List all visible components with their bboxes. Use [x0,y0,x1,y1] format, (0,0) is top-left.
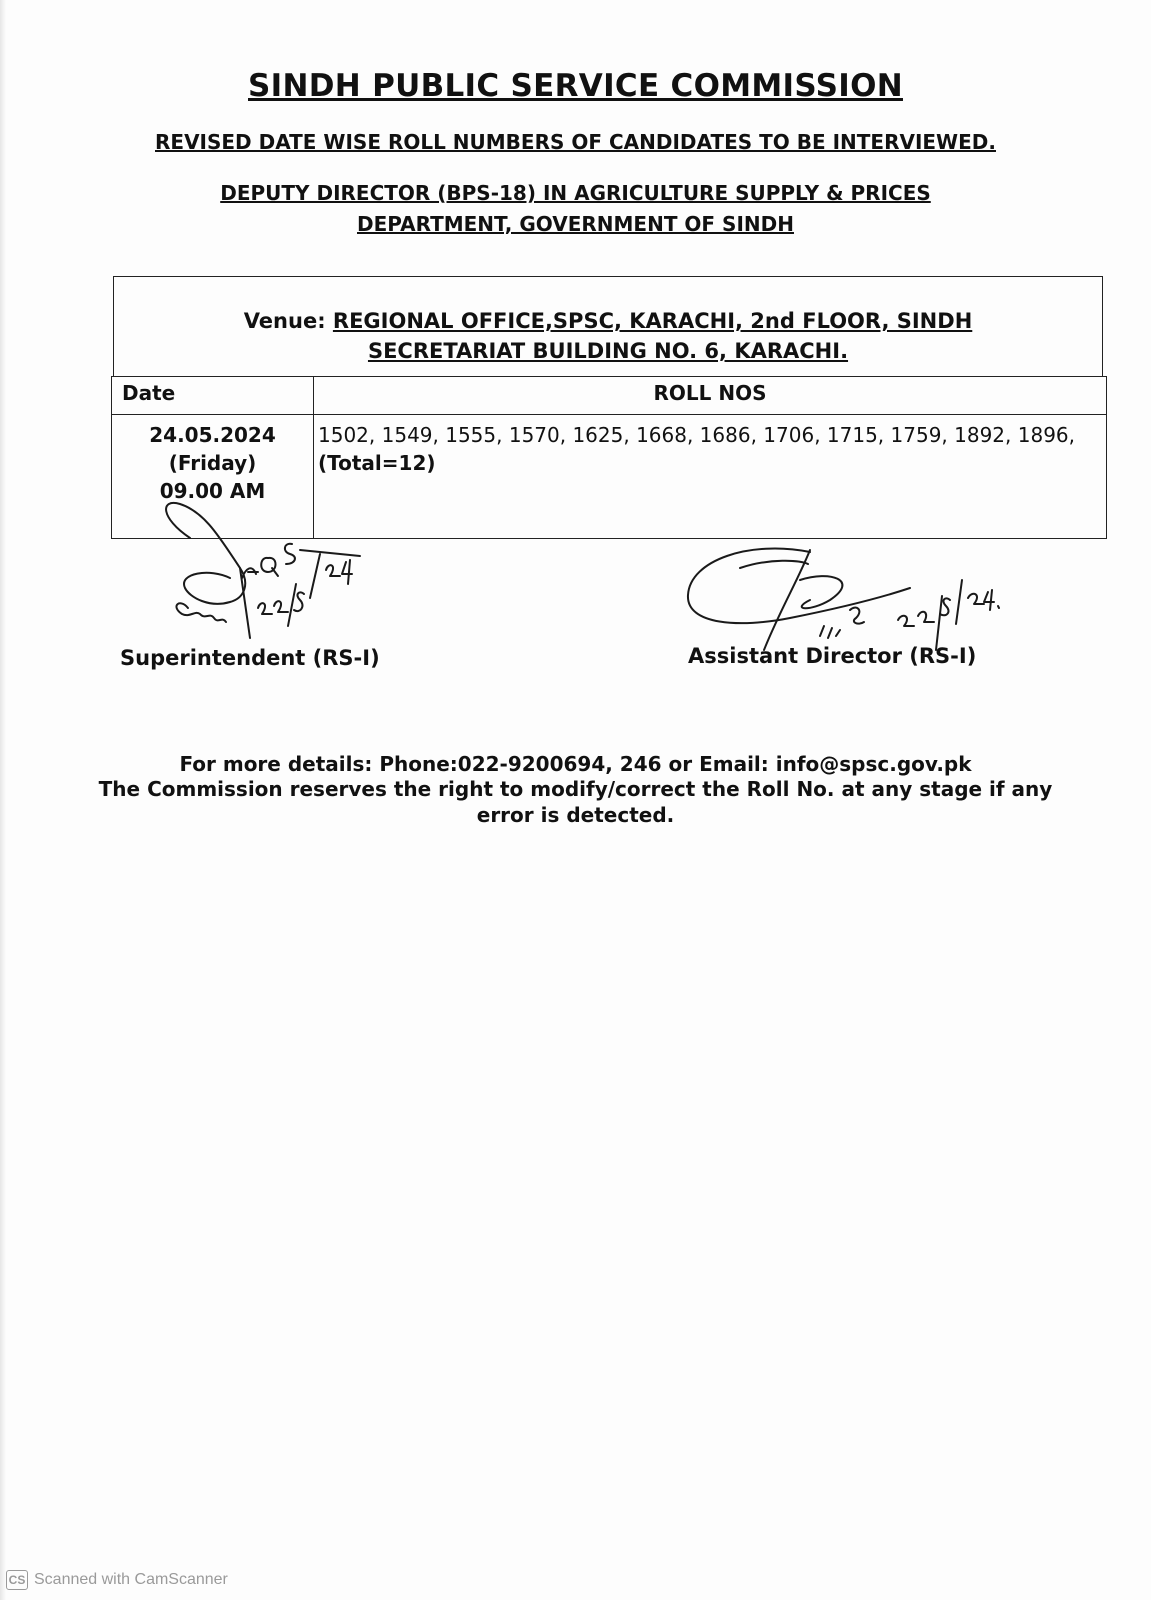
contact-details: For more details: Phone:022-9200694, 246 or Email: info@spsc.gov.pk [179,752,972,776]
camscanner-logo-icon: CS [6,1570,28,1590]
interview-date: 24.05.2024 [149,423,276,447]
document-subtitle: REVISED DATE WISE ROLL NUMBERS OF CANDIDATES TO BE INTERVIEWED. [155,130,996,154]
roll-numbers-list: 1502, 1549, 1555, 1570, 1625, 1668, 1686, 1706, 1715, 1759, 1892, 1896, [318,423,1076,447]
date-column-header: Date [112,377,314,415]
camscanner-watermark [6,1568,228,1592]
document-title: SINDH PUBLIC SERVICE COMMISSION [248,68,903,104]
superintendent-signature [150,498,390,648]
camscanner-text: Scanned with CamScanner [34,1571,228,1588]
venue-line-1 [114,309,1102,333]
roll-column-header: ROLL NOS [314,377,1107,415]
venue-box [113,276,1103,376]
roll-numbers-cell [314,415,1107,539]
disclaimer-line-1: The Commission reserves the right to modify/correct the Roll No. at any stage if any [98,777,1053,801]
venue-line-2 [114,339,1102,363]
disclaimer-line-2: error is detected. [476,803,675,827]
post-title-line-1: DEPUTY DIRECTOR (BPS-18) IN AGRICULTURE SUPPLY & PRICES [220,181,931,205]
interview-day: (Friday) [168,451,257,475]
table-header-row [112,377,1107,415]
venue-label: Venue: [243,309,326,333]
post-title-line-2: DEPARTMENT, GOVERNMENT OF SINDH [357,212,794,236]
venue-address-line-1: REGIONAL OFFICE,SPSC, KARACHI, 2nd FLOOR, SINDH [332,309,973,333]
interview-time: 09.00 AM [159,479,266,503]
venue-address-line-2: SECRETARIAT BUILDING NO. 6, KARACHI. [367,339,849,363]
roll-numbers-total: (Total=12) [318,451,436,475]
superintendent-title: Superintendent (RS-I) [120,646,380,670]
assistant-director-title: Assistant Director (RS-I) [688,644,977,668]
